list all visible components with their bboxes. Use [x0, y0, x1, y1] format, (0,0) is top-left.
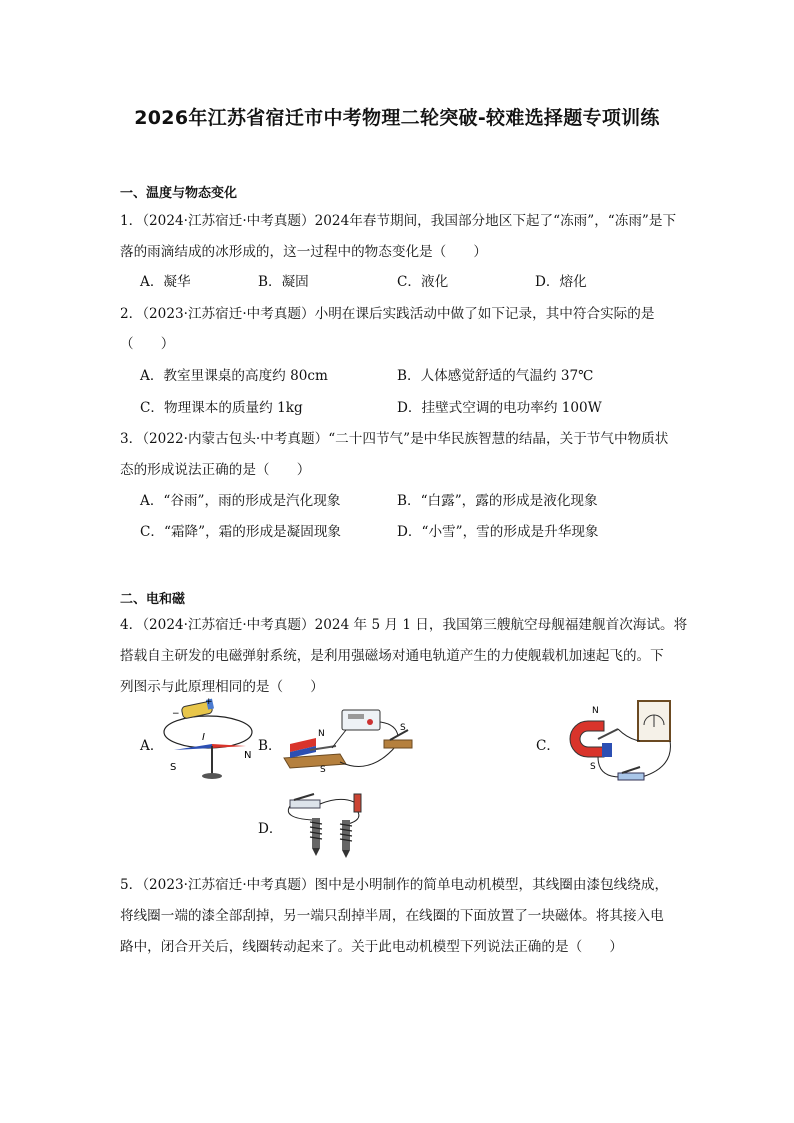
- question-4-text-cont: 搭载自主研发的电磁弹射系统，是利用强磁场对通电轨道产生的力使舰载机加速起飞的。下: [120, 648, 664, 664]
- wire: [618, 729, 640, 741]
- q2-option-a[interactable]: A．教室里课桌的高度约 80cm: [140, 368, 328, 384]
- question-5-text-cont: 将线圈一端的漆全部刮掉，另一端只刮掉半周，在线圈的下面放置了一块磁体。将其接入电: [120, 908, 664, 924]
- switch-base-icon: [618, 773, 644, 780]
- needle-blue: [174, 744, 212, 750]
- wire: [340, 746, 396, 766]
- question-2-text: 2．（2023·江苏宿迁·中考真题）小明在课后实践活动中做了如下记录，其中符合实际的是: [120, 306, 655, 322]
- north-label: N: [318, 729, 325, 739]
- q4-option-d-label[interactable]: D．: [258, 821, 283, 837]
- wire: [598, 757, 620, 777]
- document-title: 2026年江苏省宿迁市中考物理二轮突破-较难选择题专项训练: [134, 107, 660, 129]
- stand-base: [202, 773, 222, 779]
- north-label: N: [592, 706, 599, 716]
- q3-option-d[interactable]: D．“小雪”，雪的形成是升华现象: [397, 524, 599, 540]
- nail-tip-1: [312, 848, 320, 856]
- q4-figure-a-coil-compass[interactable]: [160, 698, 258, 784]
- current-label: I: [202, 732, 205, 743]
- question-4-text: 4．（2024·江苏宿迁·中考真题）2024 年 5 月 1 日，我国第三艘航空母舰福建舰首次海试。将: [120, 617, 688, 633]
- q1-option-d[interactable]: D．熔化: [535, 274, 587, 290]
- question-5-text: 5．（2023·江苏宿迁·中考真题）图中是小明制作的简单电动机模型，其线圈由漆包线绕成，: [120, 877, 669, 893]
- battery-icon: [354, 794, 361, 812]
- supply-knob: [367, 719, 373, 725]
- switch-lever: [294, 794, 314, 800]
- q4-figure-d-electromagnet[interactable]: [282, 790, 372, 860]
- plus-sign: +: [205, 698, 213, 707]
- switch-base-icon: [384, 740, 412, 748]
- south-label: S: [170, 762, 177, 773]
- wire: [642, 741, 670, 777]
- switch-lever: [622, 767, 640, 773]
- wire-loop: [164, 716, 252, 748]
- magnet-blue-tip: [602, 743, 612, 757]
- q1-option-a[interactable]: A．凝华: [140, 274, 191, 290]
- nail-tip-2: [342, 850, 350, 858]
- wire: [380, 722, 398, 736]
- question-3-text: 3．（2022·内蒙古包头·中考真题）“二十四节气”是中华民族智慧的结晶，关于节气中物质状: [120, 431, 669, 447]
- needle-red: [212, 744, 246, 748]
- q4-figure-b-magnet-circuit[interactable]: [280, 706, 420, 780]
- q3-option-a[interactable]: A．“谷雨”，雨的形成是汽化现象: [140, 493, 341, 509]
- south-label: S: [590, 762, 596, 772]
- supply-display: [348, 714, 364, 719]
- question-5-text-cont2: 路中，闭合开关后，线圈转动起来了。关于此电动机模型下列说法正确的是（ ）: [120, 939, 623, 955]
- wire: [332, 730, 346, 748]
- q1-option-b[interactable]: B．凝固: [258, 274, 309, 290]
- question-4-text-cont2: 列图示与此原理相同的是（ ）: [120, 679, 324, 695]
- q4-figure-c-generator[interactable]: [558, 697, 676, 789]
- q1-option-c[interactable]: C．液化: [397, 274, 449, 290]
- q3-option-c[interactable]: C．“霜降”，霜的形成是凝固现象: [140, 524, 342, 540]
- minus-sign: −: [172, 709, 180, 719]
- south-label: S: [320, 765, 326, 775]
- question-3-text-cont: 态的形成说法正确的是（ ）: [120, 462, 311, 478]
- power-supply-icon: [342, 710, 380, 730]
- section-heading-1: 一、温度与物态变化: [120, 186, 238, 201]
- q3-option-b[interactable]: B．“白露”，露的形成是液化现象: [397, 493, 598, 509]
- north-label: N: [244, 750, 252, 761]
- q4-option-a-label[interactable]: A．: [140, 738, 164, 754]
- question-1-text: 1．（2024·江苏宿迁·中考真题）2024年春节期间，我国部分地区下起了“冻雨”，“冻雨”是下: [120, 213, 677, 229]
- wire: [320, 799, 354, 804]
- question-1-text-cont: 落的雨滴结成的冰形成的，这一过程中的物态变化是（ ）: [120, 244, 488, 260]
- q4-option-b-label[interactable]: B．: [258, 738, 282, 754]
- q2-option-d[interactable]: D．挂壁式空调的电功率约 100W: [397, 400, 602, 416]
- q2-option-c[interactable]: C．物理课本的质量约 1kg: [140, 400, 303, 416]
- q2-option-b[interactable]: B．人体感觉舒适的气温约 37℃: [397, 368, 594, 384]
- section-heading-2: 二、电和磁: [120, 592, 186, 607]
- q4-option-c-label[interactable]: C．: [536, 738, 560, 754]
- question-2-text-cont: （ ）: [120, 336, 175, 352]
- switch-label: S: [400, 723, 406, 733]
- switch-base-icon: [290, 800, 320, 808]
